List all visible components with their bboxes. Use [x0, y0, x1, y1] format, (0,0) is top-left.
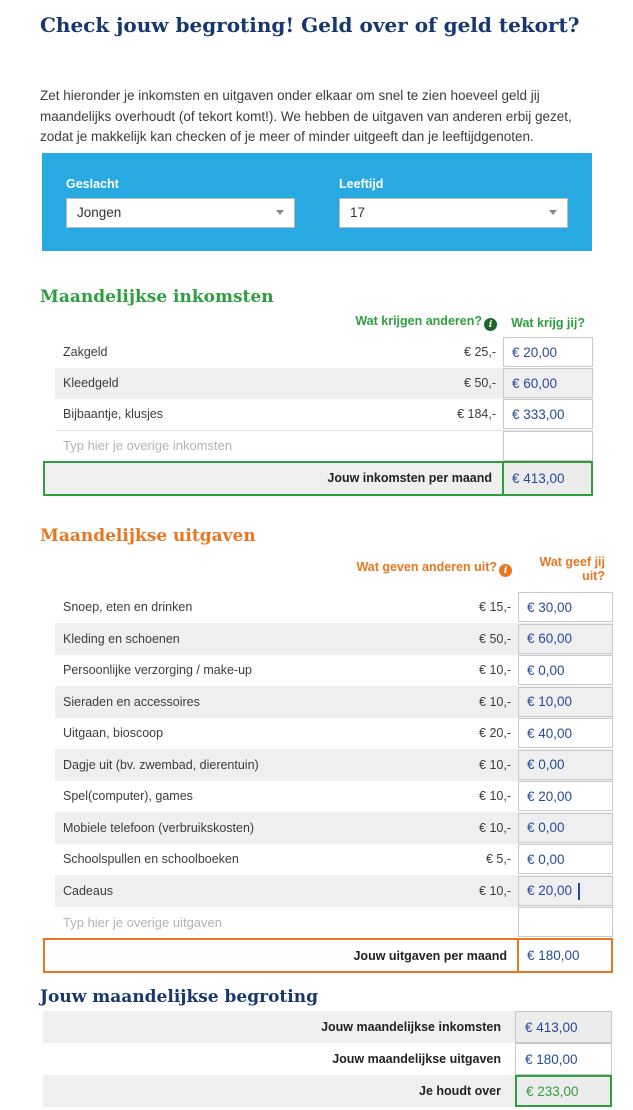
income-section: [40, 286, 612, 496]
other-entry-description-input[interactable]: [55, 431, 503, 461]
text-cursor: [578, 883, 580, 900]
income-total-row: [43, 461, 593, 496]
summary-heading: Jouw maandelijkse begroting: [40, 987, 318, 1007]
chevron-down-icon: [549, 210, 557, 215]
row-others-value: € 5,-: [485, 852, 511, 867]
row-amount-input[interactable]: [518, 844, 613, 874]
row-label: Snoep, eten en drinken: [63, 600, 193, 615]
age-selected-value: 17: [350, 205, 366, 220]
income-col-you: Wat krijg jij?: [511, 315, 585, 330]
intro-text: Zet hieronder je inkomsten en uitgaven onder elkaar om snel te zien hoeveel geld jij maandelijks overhoudt (of tekort komt!). We hebben de uitgaven van anderen erbij gezet, zodat je makkelijk kan checken of je meer of minder uitgeeft dan je leeftijdgenoten.: [40, 88, 572, 144]
other-entry-row: [55, 907, 613, 939]
expense-row: [55, 592, 613, 624]
income-col-others: Wat krijgen anderen? i: [55, 314, 503, 331]
row-amount-input[interactable]: [518, 687, 613, 717]
row-others-value: € 10,-: [479, 789, 511, 804]
expense-row: [55, 686, 613, 718]
summary-section: [40, 986, 612, 1107]
expense-row: [55, 655, 613, 687]
row-amount-input[interactable]: [503, 399, 593, 429]
expenses-rows: [55, 592, 613, 939]
age-filter: [339, 177, 568, 251]
row-others-value: € 184,-: [457, 407, 496, 421]
other-entry-description-input[interactable]: [55, 907, 518, 939]
summary-row-value: € 180,00: [515, 1043, 612, 1075]
summary-row-value: € 413,00: [515, 1011, 612, 1043]
expense-row: [55, 812, 613, 844]
row-label: Mobiele telefoon (verbruikskosten): [63, 820, 255, 835]
row-label: Kleedgeld: [63, 376, 119, 390]
expenses-heading: Maandelijkse uitgaven: [40, 525, 256, 546]
info-icon[interactable]: i: [484, 318, 497, 331]
income-heading: Maandelijkse inkomsten: [40, 286, 274, 307]
summary-row-value: € 233,00: [515, 1075, 612, 1107]
filter-panel: [42, 153, 592, 251]
row-others-value: € 25,-: [464, 345, 496, 359]
expense-row: [55, 749, 613, 781]
row-label: Dagje uit (bv. zwembad, dierentuin): [63, 757, 259, 772]
row-amount-input[interactable]: [518, 781, 613, 811]
age-select[interactable]: [339, 198, 568, 228]
row-label: Persoonlijke verzorging / make-up: [63, 663, 252, 678]
expense-row: [55, 718, 613, 750]
income-total-label: Jouw inkomsten per maand: [327, 471, 492, 485]
summary-row-expense: [43, 1043, 612, 1075]
row-label: Spel(computer), games: [63, 789, 193, 804]
chevron-down-icon: [276, 210, 284, 215]
gender-selected-value: Jongen: [77, 205, 122, 220]
expense-row: [55, 844, 613, 876]
income-table-header: [55, 315, 593, 331]
row-amount-input[interactable]: [503, 337, 593, 367]
income-row: [55, 368, 593, 399]
row-amount-input[interactable]: [518, 655, 613, 685]
row-amount-input[interactable]: [518, 718, 613, 748]
row-others-value: € 50,-: [479, 631, 511, 646]
row-others-value: € 10,-: [479, 694, 511, 709]
summary-row-label: Jouw maandelijkse inkomsten: [321, 1020, 501, 1034]
summary-row-label: Jouw maandelijkse uitgaven: [332, 1052, 501, 1066]
row-amount-input[interactable]: [518, 813, 613, 843]
income-row: [55, 337, 593, 368]
expenses-total-label: Jouw uitgaven per maand: [353, 948, 507, 963]
expense-row: [55, 875, 613, 907]
expenses-table-header: [55, 554, 613, 583]
row-amount-input[interactable]: [518, 876, 613, 906]
row-amount-input[interactable]: [518, 624, 613, 654]
row-others-value: € 10,-: [479, 883, 511, 898]
summary-row-result: [43, 1075, 612, 1107]
income-row: [55, 399, 593, 430]
income-total-value: € 413,00: [502, 463, 591, 494]
expenses-col-you: Wat geef jij uit?: [539, 554, 605, 583]
row-others-value: € 15,-: [479, 600, 511, 615]
row-label: Uitgaan, bioscoop: [63, 726, 164, 741]
income-table: [43, 315, 593, 496]
row-others-value: € 10,-: [479, 757, 511, 772]
expenses-section: [40, 525, 612, 974]
row-others-value: € 20,-: [479, 726, 511, 741]
other-entry-amount-input[interactable]: [518, 907, 613, 937]
expenses-total-row: [43, 938, 613, 973]
row-amount-input[interactable]: [518, 750, 613, 780]
row-label: Kleding en schoenen: [63, 631, 180, 646]
row-amount-input[interactable]: [503, 368, 593, 398]
row-label: Schoolspullen en schoolboeken: [63, 852, 239, 867]
info-icon[interactable]: i: [499, 564, 512, 577]
expenses-total-value: € 180,00: [517, 940, 611, 971]
expenses-col-others: Wat geven anderen uit? i: [55, 560, 518, 577]
row-others-value: € 10,-: [479, 663, 511, 678]
income-rows: [55, 337, 593, 461]
expenses-table: [43, 554, 613, 974]
page-title: Check jouw begroting! Geld over of geld tekort?: [40, 13, 580, 37]
row-amount-input[interactable]: [518, 592, 613, 622]
other-entry-amount-input[interactable]: [503, 431, 593, 461]
summary-rows: [43, 1011, 612, 1107]
other-entry-row: [55, 430, 593, 461]
gender-label: Geslacht: [66, 176, 119, 191]
summary-row-label: Je houdt over: [419, 1084, 501, 1098]
gender-filter: [66, 177, 295, 251]
row-label: Zakgeld: [63, 345, 108, 359]
summary-row-income: [43, 1011, 612, 1043]
row-label: Sieraden en accessoires: [63, 694, 200, 709]
row-others-value: € 50,-: [464, 376, 496, 390]
gender-select[interactable]: [66, 198, 295, 228]
expense-row: [55, 623, 613, 655]
expense-row: [55, 781, 613, 813]
row-others-value: € 10,-: [479, 820, 511, 835]
row-label: Cadeaus: [63, 883, 114, 898]
row-label: Bijbaantje, klusjes: [63, 407, 164, 421]
age-label: Leeftijd: [339, 176, 384, 191]
